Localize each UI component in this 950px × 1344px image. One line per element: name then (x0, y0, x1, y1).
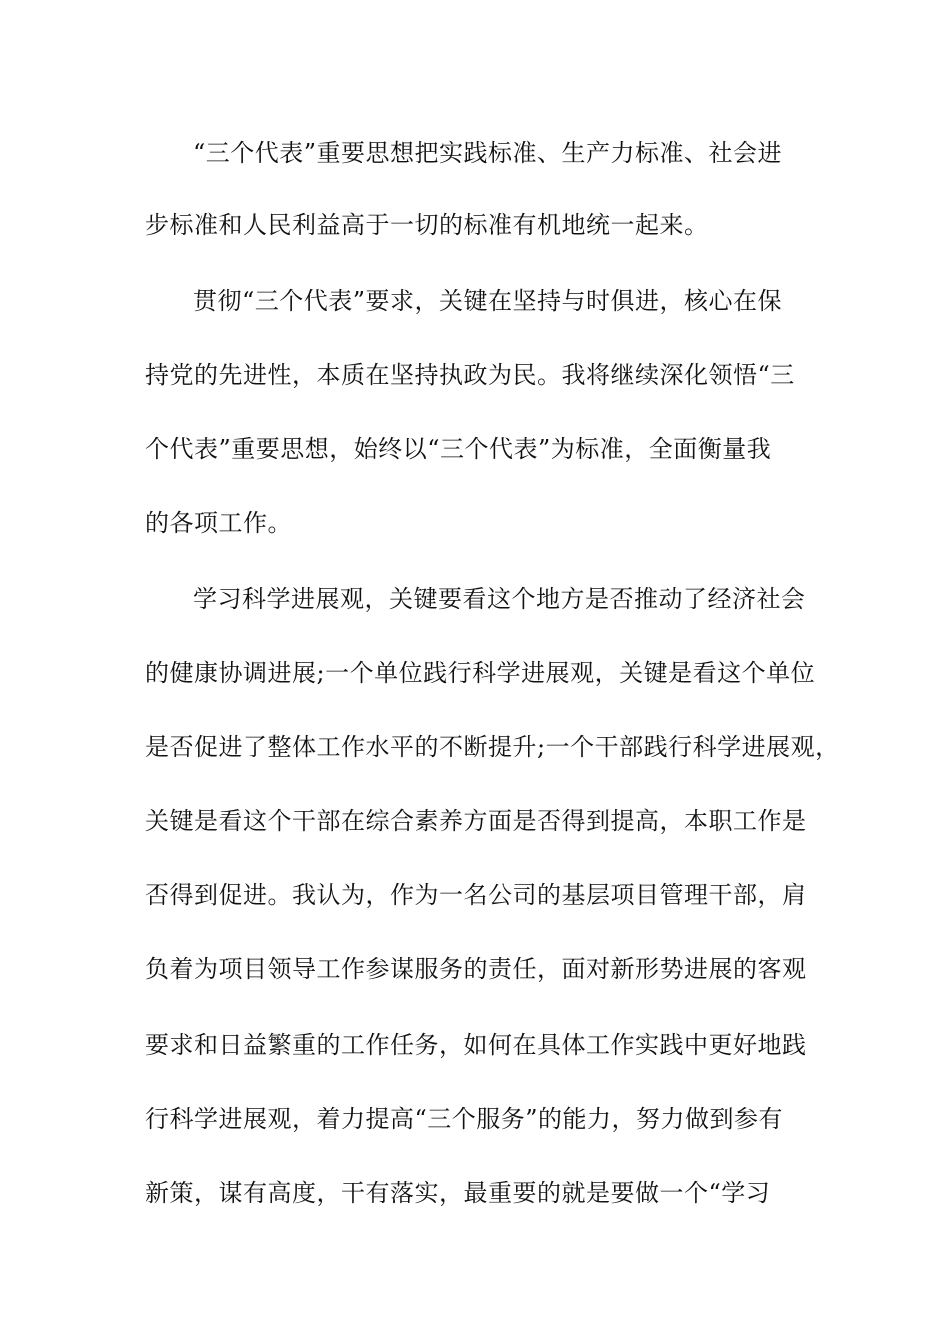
paragraph-3-line-1: 学习科学进展观，关键要看这个地方是否推动了经济社会 (193, 585, 806, 613)
paragraph-3-line-9: 新策，谋有高度，干有落实，最重要的就是要做一个“学习 (145, 1179, 771, 1207)
paragraph-2-line-4: 的各项工作。 (145, 509, 292, 537)
paragraph-3-line-2: 的健康协调进展;一个单位践行科学进展观，关键是看这个单位 (145, 659, 816, 687)
paragraph-3-line-8: 行科学进展观，着力提高“三个服务”的能力，努力做到参有 (145, 1105, 784, 1133)
paragraph-3-line-6: 负着为项目领导工作参谋服务的责任，面对新形势进展的客观 (145, 955, 807, 983)
paragraph-1-line-2: 步标准和人民利益高于一切的标准有机地统一起来。 (145, 211, 709, 239)
paragraph-2-line-3: 个代表”重要思想，始终以“三个代表”为标准，全面衡量我 (145, 435, 772, 463)
paragraph-3-line-7: 要求和日益繁重的工作任务，如何在具体工作实践中更好地践 (145, 1031, 807, 1059)
paragraph-1-line-1: “三个代表”重要思想把实践标准、生产力标准、社会进 (193, 139, 783, 167)
paragraph-3-line-3: 是否促进了整体工作水平的不断提升;一个干部践行科学进展观， (145, 733, 840, 761)
paragraph-3-line-4: 关键是看这个干部在综合素养方面是否得到提高，本职工作是 (145, 807, 807, 835)
paragraph-3-line-5: 否得到促进。我认为，作为一名公司的基层项目管理干部，肩 (145, 881, 807, 909)
paragraph-2-line-1: 贯彻“三个代表”要求，关键在坚持与时俱进，核心在保 (193, 287, 783, 315)
paragraph-2-line-2: 持党的先进性，本质在坚持执政为民。我将继续深化领悟“三 (145, 361, 795, 389)
